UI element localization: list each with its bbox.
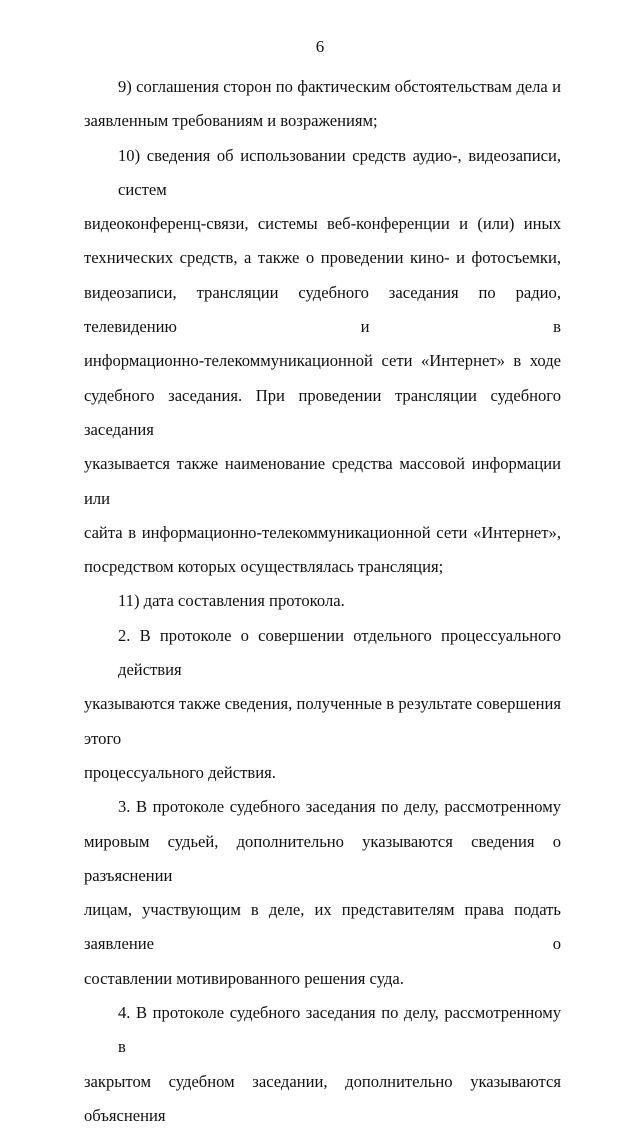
text-line: 3. В протоколе судебного заседания по делу, рассмотренному bbox=[118, 797, 561, 817]
text-line: составлении мотивированного решения суда. bbox=[84, 968, 404, 988]
paragraph-part-2 bbox=[84, 619, 561, 790]
page-number: 6 bbox=[315, 37, 325, 56]
paragraph-item-10 bbox=[84, 139, 561, 585]
paragraph-part-3 bbox=[84, 790, 561, 996]
text-line: сайта в информационно-телекоммуникационной сети «Интернет», bbox=[84, 522, 561, 542]
text-line: 10) сведения об использовании средств аудио-, видеозаписи, систем bbox=[118, 145, 561, 199]
text-line: 2. В протоколе о совершении отдельного процессуального действия bbox=[118, 625, 561, 680]
text-line: 4. В протоколе судебного заседания по делу, рассмотренному в bbox=[118, 1003, 561, 1057]
text-line: информационно-телекоммуникационной сети «Интернет» в ходе bbox=[84, 351, 561, 371]
document-body bbox=[84, 70, 561, 1133]
text-line: процессуального действия. bbox=[84, 762, 276, 782]
text-line: видеоконференц-связи, системы веб-конференции и (или) иных bbox=[84, 214, 561, 234]
text-line: 9) соглашения сторон по фактическим обстоятельствам дела и bbox=[118, 77, 561, 96]
text-line: 11) дата составления протокола. bbox=[118, 591, 345, 611]
text-line: указывается также наименование средства массовой информации или bbox=[84, 454, 561, 508]
text-line: технических средств, а также о проведении кино- и фотосъемки, bbox=[84, 248, 561, 268]
paragraph-part-4 bbox=[84, 996, 561, 1133]
text-line: закрытом судебном заседании, дополнительно указываются объяснения bbox=[84, 1071, 561, 1125]
text-line: мировым судьей, дополнительно указываются сведения о разъяснении bbox=[84, 831, 561, 885]
text-line: судебного заседания. При проведении трансляции судебного заседания bbox=[84, 385, 561, 439]
paragraph-item-9 bbox=[84, 70, 561, 139]
text-line: посредством которых осуществлялась трансляция; bbox=[84, 557, 444, 577]
text-line: заявленным требованиям и возражениям; bbox=[84, 111, 378, 131]
text-line: видеозаписи, трансляции судебного заседания по радио, телевидению и в bbox=[84, 282, 561, 337]
text-line: лицам, участвующим в деле, их представителям права подать заявление о bbox=[84, 900, 561, 954]
paragraph-item-11 bbox=[84, 584, 561, 618]
text-line: указываются также сведения, полученные в результате совершения этого bbox=[84, 694, 561, 748]
